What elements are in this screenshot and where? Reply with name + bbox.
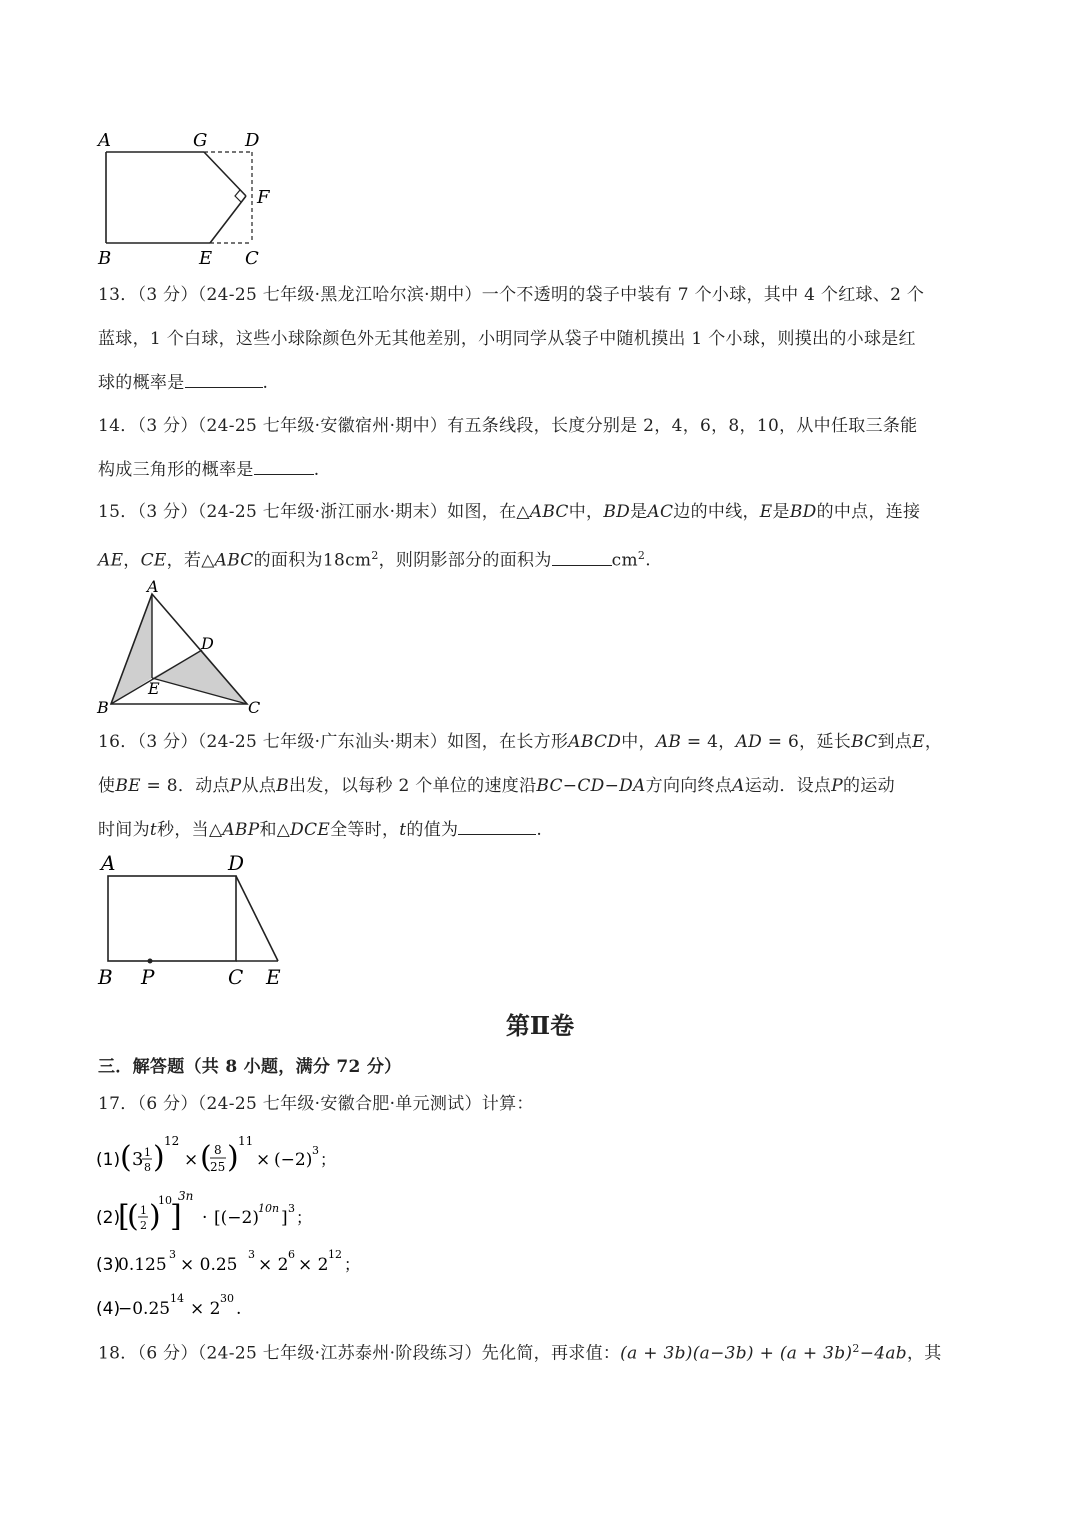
- fig15-label-e: E: [148, 679, 160, 698]
- figure-q16: [94, 848, 294, 990]
- q16-text: 全等时，: [330, 820, 400, 840]
- fig12-label-c: C: [245, 248, 259, 269]
- q13-period: .: [262, 373, 269, 393]
- q13-line1: 13．（3 分）（24-25 七年级·黑龙江哈尔滨·期中）一个不透明的袋子中装有 7 个小球，其中 4 个红球、2 个: [98, 285, 925, 305]
- q16-p: P: [229, 776, 242, 796]
- q16-text: 的值为: [406, 820, 459, 840]
- q17-exp: 14: [170, 1292, 184, 1305]
- q17-part3-expression: [96, 1246, 416, 1280]
- fig15-label-c: C: [248, 698, 261, 717]
- q16-text: 16．（3 分）（24-25 七年级·广东汕头·期末）如图，在长方形: [98, 732, 569, 752]
- q15-ac: AC: [647, 502, 674, 522]
- q17-exp-3: 3: [312, 1144, 319, 1157]
- q15-unit: cm: [611, 550, 638, 571]
- fig12-edge-ef: [210, 196, 246, 243]
- q16-text: 出发，以每秒 2 个单位的速度沿: [288, 776, 537, 796]
- q16-text: 秒，当: [157, 820, 209, 840]
- q16-text: 时间为: [98, 820, 150, 840]
- fig16-line-de: [236, 876, 278, 961]
- q17-period: .: [236, 1299, 242, 1319]
- q16-line1: [98, 729, 998, 755]
- q18-text: 18．（6 分）（24-25 七年级·江苏泰州·阶段练习）先化简，再求值：: [98, 1343, 621, 1364]
- q15-abc: ABC: [214, 550, 254, 571]
- q16-ad: AD: [735, 732, 763, 752]
- fig15-label-a: A: [147, 577, 159, 596]
- q16-line2: [98, 773, 998, 799]
- q13-line3-text: 球的概率是: [98, 373, 185, 393]
- q16-text: ，: [924, 732, 943, 752]
- q17-semicolon: ；: [296, 1208, 313, 1227]
- fig12-label-a: A: [98, 130, 111, 151]
- q17-paren-close: ): [227, 1140, 239, 1175]
- q15-text: ，则阴影部分的面积为: [378, 550, 552, 571]
- q17-frac-den: 2: [140, 1219, 147, 1232]
- q17-frac-num: 1: [140, 1204, 147, 1217]
- q15-unit: cm: [345, 550, 372, 571]
- q18-expression: −4ab: [859, 1343, 907, 1364]
- q15-ce: CE: [140, 550, 167, 571]
- q15-unit-exp: 2: [371, 549, 379, 562]
- q16-text: 运动．设点: [744, 776, 832, 796]
- q17-bracket-open: [: [118, 1199, 130, 1234]
- q15-text: 的中点，连接: [816, 502, 921, 522]
- q14-line1: 14．（3 分）（24-25 七年级·安徽宿州·期中）有五条线段，长度分别是 2，4，6，8，10，从中任取三条能: [98, 416, 918, 436]
- q15-text: 中，: [568, 502, 604, 522]
- fig16-label-a: A: [101, 851, 116, 875]
- q16-bc: BC: [851, 732, 878, 752]
- fig16-label-p: P: [141, 965, 155, 989]
- q16-t: t: [399, 820, 407, 840]
- q17-base: × 2: [258, 1255, 289, 1275]
- q15-period: .: [645, 550, 651, 571]
- q17-paren-open: (: [127, 1199, 139, 1234]
- q17-paren-close: ): [153, 1140, 165, 1175]
- q15-unit-exp: 2: [637, 549, 646, 562]
- q16-b: B: [276, 776, 289, 796]
- q17-part2-expression: [96, 1186, 356, 1236]
- fig16-label-b: B: [98, 965, 113, 989]
- q17-times: ×: [184, 1150, 199, 1170]
- q17-part1-expression: [96, 1130, 376, 1178]
- fig15-label-b: B: [97, 698, 109, 717]
- q17-times: ×: [256, 1150, 271, 1170]
- q15-triangle-symbol: △: [516, 502, 530, 522]
- q17-neg2: (−2): [274, 1150, 313, 1170]
- q17-exp-10n: 10n: [258, 1202, 280, 1215]
- q17-base: × 2: [298, 1255, 329, 1275]
- q16-period: .: [536, 820, 543, 840]
- q17-exp: 6: [288, 1248, 295, 1261]
- q17-exp: 30: [220, 1292, 234, 1305]
- q17-int-3: 3: [132, 1149, 144, 1170]
- section-heading: 三．解答题（共 8 小题，满分 72 分）: [98, 1057, 402, 1077]
- q17-neg2-bracket: [(−2): [214, 1208, 259, 1228]
- q16-path: BC−CD−DA: [536, 776, 646, 796]
- fig12-label-g: G: [193, 130, 208, 151]
- q17-part4-label: (4): [96, 1299, 121, 1319]
- fig12-label-e: E: [199, 248, 213, 269]
- q17-frac-den: 25: [210, 1160, 226, 1174]
- q15-e: E: [759, 502, 773, 522]
- q17-exp-10: 10: [158, 1194, 172, 1207]
- q17-part4-expression: [96, 1290, 356, 1324]
- fig12-label-b: B: [98, 248, 112, 269]
- fig15-shade-ecd: [152, 650, 247, 704]
- q17-semicolon: ；: [320, 1150, 337, 1169]
- q16-text: 的运动: [842, 776, 895, 796]
- q16-text: = 4，: [681, 732, 736, 752]
- q14-period: .: [313, 460, 320, 480]
- q17-part3-label: (3): [96, 1255, 121, 1275]
- q15-text: 是: [772, 502, 790, 522]
- q15-bd: BD: [603, 502, 631, 522]
- q16-abp: ABP: [222, 820, 260, 840]
- q16-line3: [98, 816, 998, 843]
- q15-text: 的面积为18: [253, 550, 346, 571]
- q16-text: 使: [98, 776, 116, 796]
- q16-p: P: [831, 776, 843, 796]
- figure-q15: [94, 576, 274, 718]
- q17-paren-close: ): [149, 1199, 161, 1234]
- q16-abcd: ABCD: [568, 732, 622, 752]
- q16-answer-blank[interactable]: [458, 816, 536, 835]
- q17-intro: 17．（6 分）（24-25 七年级·安徽合肥·单元测试）计算：: [98, 1094, 534, 1114]
- q16-text: 方向向终点: [645, 776, 733, 796]
- q15-line2: [98, 543, 998, 574]
- q17-frac-num: 8: [214, 1143, 222, 1157]
- q17-base: −0.25: [118, 1299, 171, 1319]
- fig12-label-d: D: [245, 130, 260, 151]
- q16-t: t: [149, 820, 158, 840]
- q15-text: ，若: [166, 550, 202, 571]
- q17-paren-open: (: [200, 1140, 212, 1175]
- q17-part2-label: (2): [96, 1208, 121, 1228]
- q15-line1: [98, 499, 998, 525]
- q16-a: A: [732, 776, 745, 796]
- q16-e: E: [912, 732, 925, 752]
- q15-answer-blank[interactable]: [552, 547, 612, 566]
- fig16-label-e: E: [266, 965, 281, 989]
- fig12-right-angle-mark: [235, 190, 241, 202]
- q17-base: × 2: [190, 1299, 221, 1319]
- q16-ab: AB: [655, 732, 682, 752]
- q16-triangle-symbol: △: [208, 820, 223, 840]
- q17-part1-label: (1): [96, 1150, 121, 1170]
- q17-base: 0.125: [118, 1255, 167, 1275]
- q17-exp: 3: [248, 1248, 255, 1261]
- q17-exp-11: 11: [238, 1134, 254, 1148]
- q15-ae: AE: [98, 550, 124, 571]
- q17-frac-den: 8: [144, 1161, 151, 1174]
- q16-text: 和: [259, 820, 277, 840]
- q15-prefix: 15．（3 分）（24-25 七年级·浙江丽水·期末）如图，在: [98, 502, 517, 522]
- q18-expression: (a + 3b)(a−3b) + (a + 3b): [620, 1343, 853, 1364]
- q17-bracket-close: ]: [170, 1199, 182, 1234]
- q17-exp-3n: 3n: [178, 1189, 194, 1203]
- q15-triangle-symbol: △: [201, 550, 215, 571]
- q16-be: BE: [115, 776, 141, 796]
- fig15-label-d: D: [201, 634, 214, 653]
- q16-text: 到点: [877, 732, 913, 752]
- q16-dce: DCE: [290, 820, 331, 840]
- fig16-label-d: D: [228, 851, 245, 875]
- q17-paren-open: (: [120, 1140, 132, 1175]
- q15-text: 边的中线，: [673, 502, 760, 522]
- q17-exp: 3: [169, 1248, 176, 1261]
- q17-dot: ·: [202, 1208, 208, 1228]
- q17-bracket: ]: [281, 1208, 288, 1228]
- q18-line1: [98, 1336, 998, 1367]
- q17-exp: 12: [328, 1248, 342, 1261]
- q16-text: = 8．动点: [140, 776, 230, 796]
- q15-bd: BD: [789, 502, 817, 522]
- fig12-label-f: F: [257, 187, 270, 208]
- fig16-point-p: [148, 959, 153, 964]
- fig12-edge-gf: [204, 152, 246, 196]
- q16-text: 中，: [621, 732, 656, 752]
- q17-exp-3: 3: [288, 1202, 295, 1215]
- fig16-label-c: C: [228, 965, 244, 989]
- q13-answer-blank[interactable]: [185, 369, 263, 388]
- q17-frac-num: 1: [144, 1146, 151, 1159]
- figure-q12: [94, 128, 284, 270]
- section-title: 第Ⅱ卷: [505, 1011, 575, 1040]
- q13-line2: 蓝球，1 个白球，这些小球除颜色外无其他差别，小明同学从袋子中随机摸出 1 个小球，则摸出的小球是红: [98, 329, 916, 349]
- q14-answer-blank[interactable]: [254, 456, 314, 475]
- q16-triangle-symbol: △: [276, 820, 291, 840]
- q13-line3: [98, 369, 998, 396]
- q15-text: ，: [123, 550, 141, 571]
- q17-exp-12: 12: [164, 1134, 180, 1148]
- q14-line2: [98, 456, 998, 483]
- q18-text: ，其: [906, 1343, 942, 1364]
- fig16-rectangle-abcd: [108, 876, 236, 961]
- q16-text: 从点: [241, 776, 277, 796]
- q17-semicolon: ；: [344, 1255, 361, 1274]
- q18-exp: 2: [852, 1342, 860, 1355]
- q16-text: = 6，延长: [762, 732, 852, 752]
- q14-line2-text: 构成三角形的概率是: [98, 460, 254, 480]
- q17-base: × 0.25: [180, 1255, 238, 1275]
- q15-text: 是: [630, 502, 648, 522]
- q15-abc: ABC: [529, 502, 569, 522]
